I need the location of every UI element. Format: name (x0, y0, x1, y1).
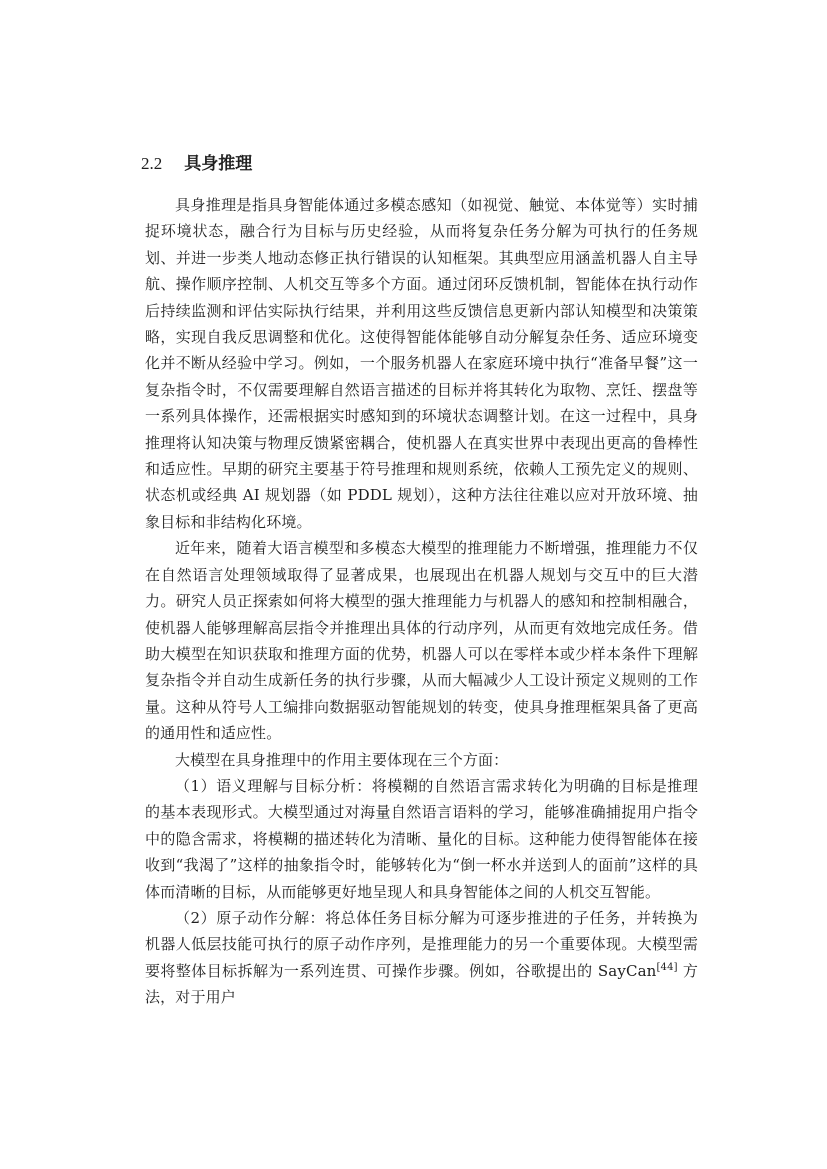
body-text (145, 192, 698, 1011)
paragraph-text-before-ref: （2）原子动作分解：将总体任务目标分解为可逐步推进的子任务，并转换为机器人低层技能可执行的原子动作序列，是推理能力的另一个重要体现。大模型需要将整体目标拆解为一系列连贯、可操作步骤。例如，谷歌提出的 SayCan (145, 908, 698, 980)
section-heading (141, 152, 252, 176)
section-number: 2.2 (141, 154, 163, 173)
paragraph-atomic-action-decomposition (145, 905, 698, 1011)
paragraph-recent-advances: 近年来，随着大语言模型和多模态大模型的推理能力不断增强，推理能力不仅在自然语言处理领域取得了显著成果，也展现出在机器人规划与交互中的巨大潜力。研究人员正探索如何将大模型的强大推理能力与机器人的感知和控制相融合，使机器人能够理解高层指令并推理出具体的行动序列，从而更有效地完成任务。借助大模型在知识获取和推理方面的优势，机器人可以在零样本或少样本条件下理解复杂指令并自动生成新任务的执行步骤，从而大幅减少人工设计预定义规则的工作量。这种从符号人工编排向数据驱动智能规划的转变，使具身推理框架具备了更高的通用性和适应性。 (145, 539, 698, 743)
paragraph-three-aspects-intro: 大模型在具身推理中的作用主要体现在三个方面： (175, 750, 509, 769)
paragraph-text-after-ref: 方法，对于用户 (145, 961, 698, 1007)
section-title: 具身推理 (184, 154, 253, 174)
paragraph-embodied-reasoning-definition: 具身推理是指具身智能体通过多模态感知（如视觉、触觉、本体觉等）实时捕捉环境状态，融合行为目标与历史经验，从而将复杂任务分解为可执行的任务规划、并进一步类人地动态修正执行错误的认知框架。其典型应用涵盖机器人自主导航、操作顺序控制、人机交互等多个方面。通过闭环反馈机制，智能体在执行动作后持续监测和评估实际执行结果，并利用这些反馈信息更新内部认知模型和决策策略，实现自我反思调整和优化。这使得智能体能够自动分解复杂任务、适应环境变化并不断从经验中学习。例如，一个服务机器人在家庭环境中执行“准备早餐”这一复杂指令时，不仅需要理解自然语言描述的目标并将其转化为取物、烹饪、摆盘等一系列具体操作，还需根据实时感知到的环境状态调整计划。在这一过程中，具身推理将认知决策与物理反馈紧密耦合，使机器人在真实世界中表现出更高的鲁棒性和适应性。早期的研究主要基于符号推理和规则系统，依赖人工预先定义的规则、状态机或经典 AI 规划器（如 PDDL 规划），这种方法往往难以应对开放环境、抽象目标和非结构化环境。 (145, 196, 698, 531)
citation-reference: [44] (656, 961, 678, 973)
paragraph-semantic-understanding: （1）语义理解与目标分析：将模糊的自然语言需求转化为明确的目标是推理的基本表现形式。大模型通过对海量自然语言语料的学习，能够准确捕捉用户指令中的隐含需求，将模糊的描述转化为清晰、量化的目标。这种能力使得智能体在接收到“我渴了”这样的抽象指令时，能够转化为“倒一杯水并送到人的面前”这样的具体而清晰的目标，从而能够更好地呈现人和具身智能体之间的人机交互智能。 (145, 776, 698, 901)
